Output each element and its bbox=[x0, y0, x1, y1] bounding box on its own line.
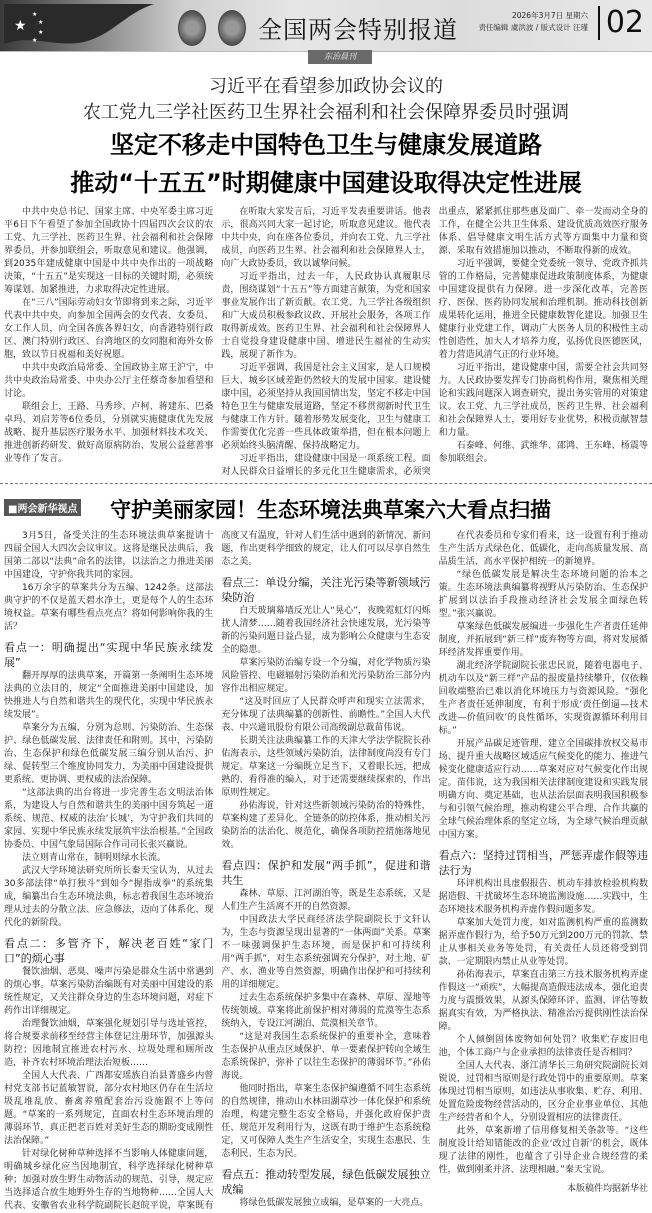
calligraphy-signature: 东治晨刊 bbox=[308, 50, 372, 64]
paragraph: 全国人大代表、广西都安瑶族自治县菁盛乡内曾村党支部书记蓝敏智说，部分农村地区仍存在生活垃圾乱堆乱放、畜禽养殖配套治污设施跟不上等问题。“草案的一系列规定，直面农村生态环境治理的薄弱环节，真正把老百姓对美好生态的期盼变成刚性法治保障。” bbox=[4, 1071, 214, 1146]
paragraph: 联组会上，王路、马秀珍、卢柯、蒋建东、巴桑卓玛、刘启芳等6位委员，分别就实施健康优先发展战略、提升基层医疗服务水平、加强材料技术攻关、推进创新药研发、做好高原病防治、发展公益慈善事业等作了发言。 bbox=[4, 402, 214, 464]
paragraph: 石泰峰、何维、武维华、邵鸿、王东峰、杨震等参加联组会。 bbox=[438, 441, 648, 464]
paragraph: 翻开厚厚的法典草案，开篇第一条阐明生态环境法典的立法目的，规定“全面推进美丽中国建设，加快推进人与自然和谐共生的现代化，实现中华民族永续发展”。 bbox=[4, 671, 214, 720]
lead-headlines bbox=[0, 72, 652, 206]
paragraph: 习近平强调，我国是社会主义国家，是人口规模巨大、城乡区域差距仍然较大的发展中国家。建设健康中国，必须坚持从我国国情出发，坚定不移走中国特色卫生与健康发展道路，坚定不移贯彻新时代卫生与健康工作方针。随着形势发展变化，卫生与健康工作需要优化完善一些具体政策举措，但在根本问题上必须始终头脑清醒、保持战略定力。 bbox=[221, 363, 431, 451]
subheading: 看点六：坚持过罚相当，严惩弄虚作假等违法行为 bbox=[438, 849, 648, 877]
page-number: 02 bbox=[598, 6, 644, 40]
svg-text:★: ★ bbox=[14, 18, 27, 34]
paragraph: 森林、草原、江河湖泊等，既是生态系统，又是人们生产生活离不开的自然资源。 bbox=[221, 889, 431, 912]
lead-article-body bbox=[4, 206, 648, 479]
national-emblem-icon bbox=[178, 10, 206, 46]
column-tag: ■两会新华视点 bbox=[4, 499, 81, 516]
paragraph: 习近平指出，建设健康中国是一项系统工程。面对人民群众日益增长的多元化卫生健康需求，必须突出重点，紧紧抓住那些惠及面广、牵一发而动全身的工作，在健全公共卫生体系、建设优质高效医疗服务体系、倡导健康文明生活方式等方面集中力量和资源、采取有效措施加以推动，不断取得新的成效。 bbox=[221, 207, 648, 477]
signature-row bbox=[0, 52, 652, 72]
paragraph: 全国人大代表、浙江清华长三角研究院副院长刘锐说，过罚相当原则是行政处罚中的重要原则。草案体现过罚相当原则，如违法从事收集、贮存、利用、处置危险废物经营活动的，区分企业事业单位、其他生产经营者和个人，分别设置相应的法律责任。 bbox=[438, 1061, 648, 1123]
paragraph: 孙佑海说，针对这些新领域污染防治的特殊性，草案构建了差异化、全链条的防控体系，推动相关污染防治的法治化、规范化，确保各项防控措施落地见效。 bbox=[221, 801, 431, 850]
subheading: 看点五：推动转型发展，绿色低碳发展独立成编 bbox=[221, 1168, 431, 1196]
paragraph: “这部法典的出台将进一步完善生态文明法治体系，为建设人与自然和谐共生的美丽中国夯筑起一道系统、规范、权威的法治‘长城’，为守护我们共同的家园、实现中华民族永续发展筑牢法治根基。”全国政协委员、中国气象局国际合作司司长张兴赢说。 bbox=[4, 788, 214, 850]
paragraph: 将绿色低碳发展独立成编，是草案的一大亮点。 bbox=[239, 1198, 429, 1208]
paragraph: 白天玻璃幕墙反光让人“晃心”，夜晚霓虹灯闪烁扰人清梦……随着我国经济社会快速发展，光污染等新的污染问题日益凸显，成为影响公众健康与生态安全的隐患。 bbox=[221, 606, 431, 655]
paragraph: 在代表委员和专家们看来，这一设置有利于推动生产生活方式绿色化、低碳化，走向高质量发展、高品质生活、高水平保护相统一的新境界。 bbox=[438, 531, 648, 567]
paragraph: 在“三八”国际劳动妇女节即将到来之际，习近平代表中共中央，向参加全国两会的女代表、女委员、女工作人员，向全国各族各界妇女，向香港特别行政区、澳门特别行政区、台湾地区的女同胞和海外女侨胞，致以节日祝福和美好祝愿。 bbox=[4, 298, 214, 360]
section-title: 全国两会特别报道 bbox=[258, 16, 458, 44]
kicker-line-1: 习近平在看望参加政协会议的 bbox=[209, 76, 443, 97]
paragraph: 过去生态系统保护多集中在森林、草原、湿地等传统领域。草案将此前保护相对薄弱的荒漠等生态系统纳入，专设江河湖泊、荒漠相关章节。 bbox=[221, 993, 431, 1029]
paragraph: “这及时回应了人民群众呼声和现实立法需求，充分体现了法典编纂的创新性、前瞻性。”全国人大代表、中兴通讯股份有限公司高级副总裁苗伟说。 bbox=[221, 697, 431, 733]
svg-text:★: ★ bbox=[38, 19, 44, 26]
svg-text:★: ★ bbox=[32, 11, 38, 18]
paragraph: 环评机构出具虚假报告、机动车排放检验机构数据造假、干扰破坏生态环境监测设施……实践中，生态环境技术服务机构弄虚作假问题多发。 bbox=[438, 879, 648, 915]
subheading: 看点三：单设分编，关注光污染等新领域污染防治 bbox=[221, 576, 431, 604]
paragraph: 草案分为五编，分别为总则、污染防治、生态保护、绿色低碳发展、法律责任和附则。其中，污染防治、生态保护和绿色低碳发展三编分别从治污、护绿、促转型三个维度协同发力，为美丽中国建设提供更系统、更协调、更权威的法治保障。 bbox=[4, 723, 214, 785]
paragraph: 习近平指出，过去一年，人民政协认真履职尽责，围绕谋划“十五五”等方面建言献策，为党和国家事业发展作出了新贡献。农工党、九三学社各级组织和广大成员积极参政议政、开展社会服务，各项工作取得新成效。医药卫生界、社会福利和社会保障界人士自觉投身建设健康中国、增进民生福祉的生动实践，展现了新作为。 bbox=[221, 272, 431, 360]
paragraph: 3月5日，备受关注的生态环境法典草案提请十四届全国人大四次会议审议。这将是继民法典后，我国第二部以“法典”命名的法律，以法治之力推进美丽中国建设，守护你我共同的家园。 bbox=[4, 531, 214, 580]
paragraph: 针对绿化树种草种选择不当影响人体健康问题，明确城乡绿化应当因地制宜，科学选择绿化树种草种；加强对放生野生动物活动的规范、引导，规定应当选择适合放生地野外生存的当地物种……全国人大代表、安徽省农业科学院副院长赵皖平说，草案既有高度又有温度，针对人们生活中遇到的新情况、新问题，作出更科学细致的规定，让人们可以尽享自然生态之美。 bbox=[4, 531, 431, 1211]
svg-text:★: ★ bbox=[38, 29, 44, 36]
paragraph: 餐饮油烟、恶臭、噪声污染是群众生活中常遇到的烦心事。草案污染防治编既有对美丽中国建设的系统性规定，又关注群众身边的生态环境问题，对症下药作出详细规定。 bbox=[4, 967, 214, 1016]
paragraph: 湖北经济学院副院长张忠民说，随着电器电子、机动车以及“新三样”产品的报废量持续攀升，仅依赖回收端整治已难以消化环境压力与资源风险。“强化生产者责任延伸制度，有利于形成‘责任倒逼—技术改进—价值回收’的良性循环，实现资源循环利用目标。” bbox=[438, 661, 648, 736]
paragraph: “绿色低碳发展是解决生态环境问题的治本之策。生态环境法典编纂将视野从污染防治、生态保护扩展到以法治手段推动经济社会发展全面绿色转型。”张兴赢说。 bbox=[438, 570, 648, 619]
paragraph: “这是对我国生态系统保护的重要补全，意味着生态保护从重点区域保护、单一要素保护转向全域生态系统保护，弥补了以往生态保护的薄弱环节。”孙佑海说。 bbox=[221, 1032, 431, 1081]
second-article-headline: 守护美丽家园！生态环境法典草案六大看点扫描 bbox=[110, 498, 551, 522]
headline-line-1: 坚定不移走中国特色卫生与健康发展道路 bbox=[110, 131, 542, 159]
paragraph: 16万余字的草案共分为五编、1242条。这部法典守护的不仅是蓝天碧水净土，更是每个人的生态环境权益。草案有哪些看点亮点？将如何影响你我的生活？ bbox=[4, 583, 214, 632]
source-note: 本版稿件均据新华社 bbox=[566, 1184, 648, 1194]
paragraph: 长期关注法典编纂工作的天津大学法学院院长孙佑海表示，这些领域污染防治，法律制度尚没有专门规定。草案这一分编既立足当下，又着眼长远，把成熟的、看得准的编入，对于还需要继续探索的，作出原则性规定。 bbox=[221, 736, 431, 798]
paragraph: 中国政法大学民商经济法学院副院长于文轩认为，生态与资源呈现出显著的“一体两面”关系。草案不一味强调保护生态环境，而是保护和可持续利用“两手抓”，对生态系统强调充分保护，对土地、矿产、水、渔业等自然资源，明确作出保护和可持续利用的详细规定。 bbox=[221, 915, 431, 990]
paragraph: 中共中央总书记、国家主席、中央军委主席习近平6日下午看望了参加全国政协十四届四次会议的农工党、九三学社、医药卫生界、社会福利和社会保障界委员，并参加联组会，听取意见和建议。他强调，到2035年建成健康中国是中共中央作出的一项战略决策，“十五五”是实现这一目标的关键时期，必须统筹谋划、加紧推进，力求取得决定性进展。 bbox=[4, 207, 214, 295]
issue-date: 2026年3月7日 星期六 bbox=[511, 11, 588, 20]
paragraph: 中共中央政治局常委、全国政协主席王沪宁，中共中央政治局常委、中央办公厅主任蔡奇参加看望和讨论。 bbox=[4, 363, 214, 399]
subheading: 看点二：多管齐下，解决老百姓“家门口”的烦心事 bbox=[4, 937, 214, 965]
paragraph: 草案污染防治编专设一个分编，对化学物质污染风险管控、电磁辐射污染防治和光污染防治三部分内容作出相应规定。 bbox=[221, 658, 431, 694]
subheading: 看点一：明确提出“实现中华民族永续发展” bbox=[4, 641, 214, 669]
masthead bbox=[0, 0, 652, 52]
paragraph: 开展产品碳足迹管理、建立全国碳排放权交易市场、提升重大战略区域适应气候变化的能力、推进气候变化健康适应行动……草案对应对气候变化作出规定。苗伟说，这为我国相关法律制度建设和实践发展明确方向、奠定基础，也从法治层面表明我国积极参与和引领气候治理，推动构建公平合理、合作共赢的全球气候治理体系的坚定立场，为全球气候治理贡献中国方案。 bbox=[438, 739, 648, 840]
paragraph: 个人倾倒固体废物如何处罚？收集贮存废旧电池，个体工商户与企业承担的法律责任是否相同？ bbox=[438, 1035, 648, 1058]
paragraph: 此外，草案新增了信用修复相关条款等。“这些制度设计给知错能改的企业‘改过自新’的机会，既体现了法律的刚性，也蕴含了引导企业合规经营的柔性，做到刚柔并济、法理相融。”秦天宝说。 bbox=[438, 1126, 648, 1175]
flag-icon bbox=[4, 4, 154, 48]
paragraph: 治理餐饮油烟，草案强化规划引导与选址管控，将合规要求前移至经营主体登记注册环节，加强源头防控；因地制宜推进农村污水、垃圾处理和厕所改造，补齐农村环境治理法治短板…… bbox=[4, 1019, 214, 1068]
paragraph: 他同时指出，草案生态保护编遵循不同生态系统的自然规律，推动山水林田湖草沙一体化保护和系统治理，构建完整生态安全格局，并强化政府保护责任、规范开发利用行为，这既有助于维护生态系统稳定，又可保障人类生产生活安全，实现生态惠民、生态利民、生态为民。 bbox=[221, 1084, 431, 1159]
editor-credits: 责任编辑 虞洪波 / 版式设计 汪瑾 bbox=[478, 23, 588, 32]
issue-info bbox=[478, 10, 588, 34]
paragraph: 草案加大处罚力度，如对监测机构严重的监测数据弄虚作假行为，给予50万元到200万元的罚款、禁止从事相关业务等处罚，有关责任人员还将受到罚款、一定期限内禁止从业等处罚。 bbox=[438, 918, 648, 967]
headline-line-2: 推动“十五五”时期健康中国建设取得决定性进展 bbox=[70, 169, 582, 197]
paragraph: 习近平强调，要健全党委统一领导、党政齐抓共管的工作格局，完善健康促进政策制度体系，为健康中国建设提供有力保障。进一步深化改革，完善医疗、医保、医药协同发展和治理机制。推动科技创新成果转化运用，推进全民健康数智化建设。加强卫生健康行业党建工作，调动广大医务人员的积极性主动性创造性，加大人才培养力度，弘扬优良医德医风，着力营造风清气正的行业环境。 bbox=[438, 259, 648, 360]
paragraph: 武汉大学环境法研究所所长秦天宝认为，从过去30多部法律“单打独斗”到如今“握指成拳”的系统集成，编纂出台生态环境法典，标志着我国生态环境治理从过去的分散立法、应急修法，迈向了体系化、现代化的新阶段。 bbox=[4, 866, 214, 928]
kicker-line-2: 农工党九三学社医药卫生界社会福利和社会保障界委员时强调 bbox=[83, 102, 569, 123]
paragraph: 孙佑海表示，草案直击第三方技术服务机构弄虚作假这一“顽疾”，大幅提高造假违法成本，强化追责力度与震慑效果，从源头保障环评、监测、评估等数据真实有效，为严格执法、精准治污提供刚性法治保障。 bbox=[438, 970, 648, 1032]
cppcc-emblem-icon bbox=[218, 10, 246, 46]
second-article-header bbox=[0, 484, 652, 530]
svg-text:★: ★ bbox=[32, 37, 38, 44]
subheading: 看点四：保护和发展“两手抓”，促进和谐共生 bbox=[221, 859, 431, 887]
paragraph: 草案绿色低碳发展编进一步强化生产者责任延伸制度，并拓展到“新三样”废弃物等方面，将对发展循环经济发挥重要作用。 bbox=[438, 622, 648, 658]
second-article-body bbox=[4, 530, 648, 1213]
paragraph: 习近平指出，建设健康中国，需要全社会共同努力。人民政协要发挥专门协商机构作用，聚焦相关理论和实践问题深入调查研究，提出务实管用的对策建议。农工党、九三学社成员，医药卫生界、社会福利和社会保障界人士，要用好专业优势，积极贡献智慧和力量。 bbox=[438, 363, 648, 438]
paragraph: 法立则青山常在，制明则绿水长流。 bbox=[22, 853, 167, 863]
paragraph: 在听取大家发言后，习近平发表重要讲话。他表示，很高兴同大家一起讨论，听取意见建议。他代表中共中央，向在座各位委员，并向农工党、九三学社成员，向医药卫生界、社会福利和社会保障界人士，向广大政协委员，致以诚挚问候。 bbox=[221, 207, 431, 269]
